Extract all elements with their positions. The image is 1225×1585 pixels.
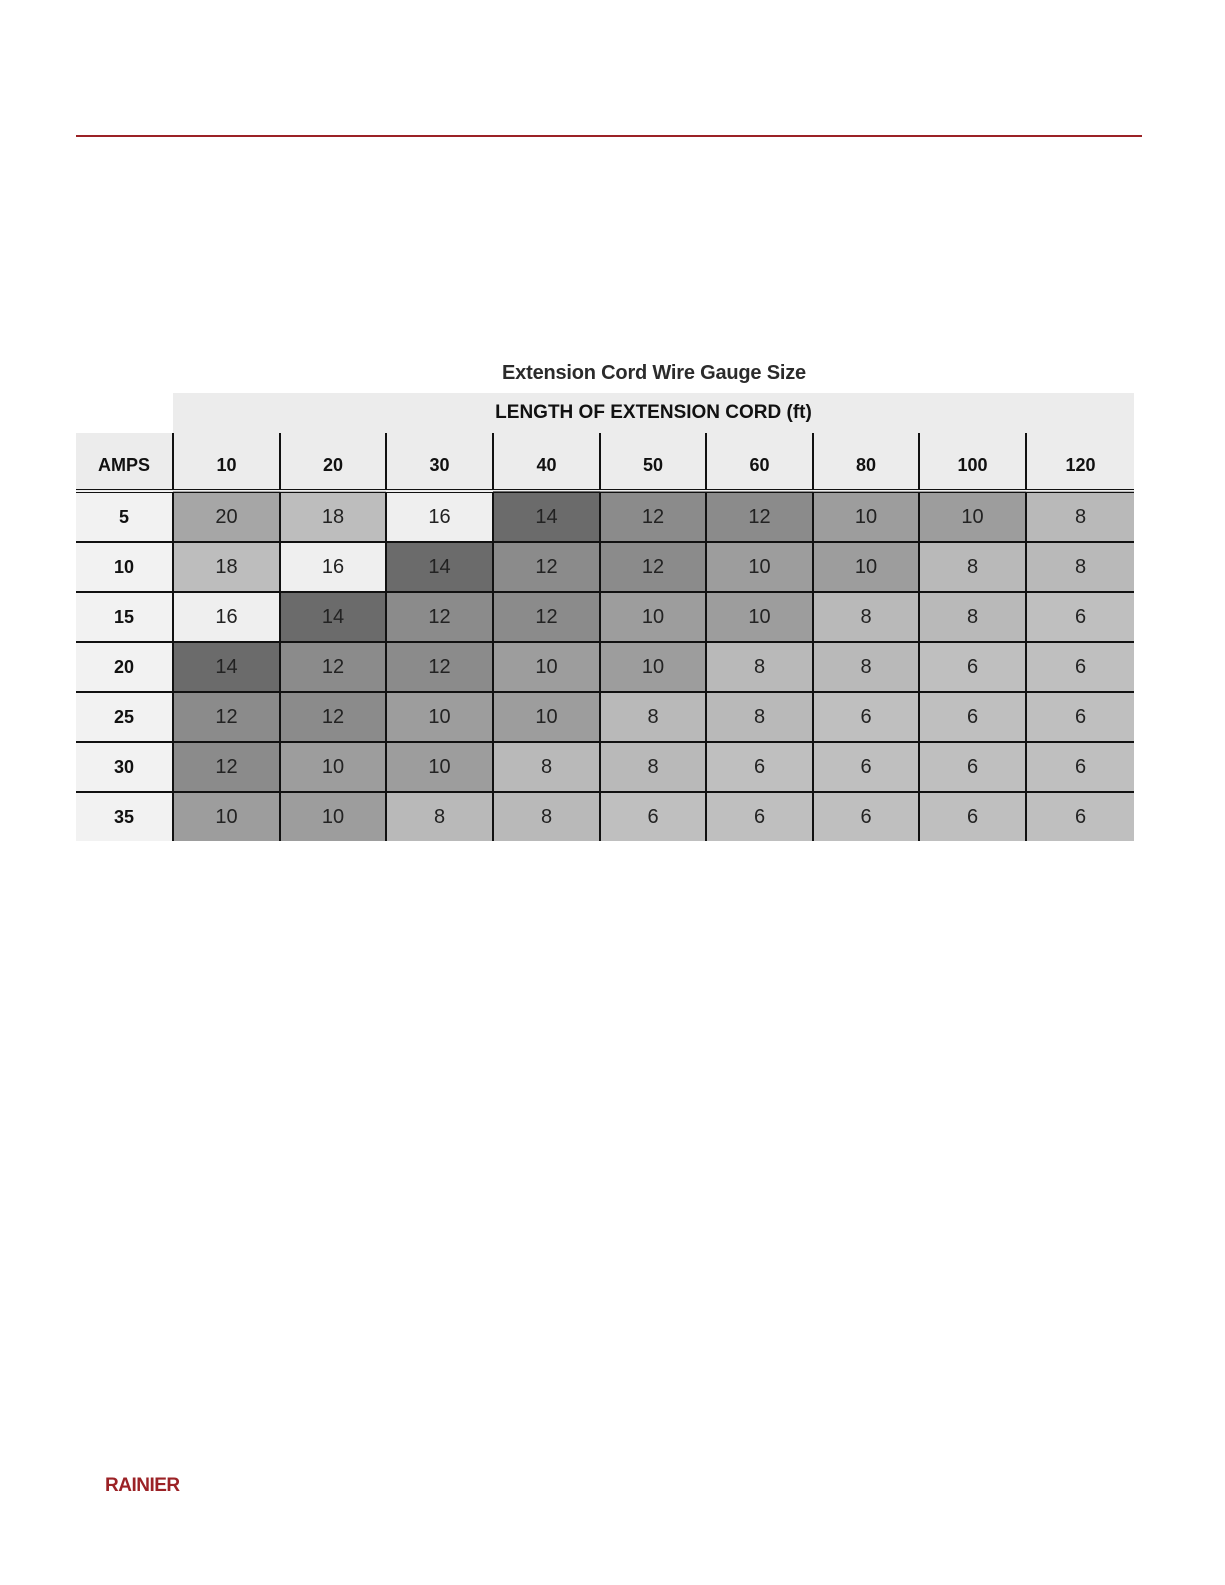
- gauge-cell: 6: [1026, 592, 1134, 642]
- gauge-cell: 8: [600, 742, 706, 792]
- gauge-cell: 6: [1026, 692, 1134, 742]
- gauge-cell: 8: [813, 592, 919, 642]
- gauge-cell: 6: [919, 692, 1026, 742]
- gauge-cell: 8: [1026, 542, 1134, 592]
- gauge-cell: 14: [173, 642, 280, 692]
- gauge-cell: 18: [173, 542, 280, 592]
- gauge-cell: 12: [706, 491, 813, 542]
- header-rule: [76, 135, 1142, 137]
- rainier-logo: RAINIER: [105, 1475, 180, 1496]
- gauge-cell: 10: [706, 592, 813, 642]
- gauge-cell: 6: [813, 792, 919, 841]
- gauge-cell: 8: [919, 592, 1026, 642]
- gauge-cell: 6: [813, 692, 919, 742]
- amps-cell: 15: [76, 592, 173, 642]
- gauge-cell: 16: [280, 542, 386, 592]
- gauge-cell: 10: [280, 742, 386, 792]
- table-row: [76, 692, 1134, 742]
- gauge-cell: 10: [600, 642, 706, 692]
- gauge-cell: 10: [813, 542, 919, 592]
- gauge-cell: 12: [386, 592, 493, 642]
- gauge-cell: 10: [706, 542, 813, 592]
- length-column-header: 30: [386, 433, 493, 491]
- gauge-cell: 10: [280, 792, 386, 841]
- gauge-cell: 6: [813, 742, 919, 792]
- gauge-cell: 8: [600, 692, 706, 742]
- gauge-cell: 6: [919, 792, 1026, 841]
- gauge-cell: 10: [386, 692, 493, 742]
- table-row: [76, 642, 1134, 692]
- amps-cell: 30: [76, 742, 173, 792]
- gauge-cell: 10: [493, 642, 600, 692]
- gauge-cell: 14: [386, 542, 493, 592]
- gauge-cell: 12: [600, 542, 706, 592]
- amps-cell: 5: [76, 491, 173, 542]
- gauge-cell: 6: [600, 792, 706, 841]
- gauge-cell: 12: [173, 692, 280, 742]
- gauge-cell: 6: [919, 642, 1026, 692]
- gauge-cell: 8: [493, 792, 600, 841]
- gauge-cell: 10: [493, 692, 600, 742]
- amps-cell: 20: [76, 642, 173, 692]
- amps-cell: 10: [76, 542, 173, 592]
- amps-header: AMPS: [76, 433, 173, 491]
- gauge-cell: 18: [280, 491, 386, 542]
- gauge-cell: 10: [386, 742, 493, 792]
- gauge-cell: 14: [493, 491, 600, 542]
- gauge-cell: 10: [173, 792, 280, 841]
- gauge-cell: 12: [600, 491, 706, 542]
- gauge-cell: 6: [706, 792, 813, 841]
- gauge-cell: 8: [706, 692, 813, 742]
- length-column-header: 80: [813, 433, 919, 491]
- gauge-cell: 10: [813, 491, 919, 542]
- table-row: [76, 542, 1134, 592]
- gauge-cell: 12: [493, 542, 600, 592]
- length-column-header: 100: [919, 433, 1026, 491]
- gauge-cell: 8: [386, 792, 493, 841]
- length-column-header: 10: [173, 433, 280, 491]
- gauge-cell: 10: [919, 491, 1026, 542]
- gauge-cell: 6: [1026, 742, 1134, 792]
- gauge-cell: 8: [919, 542, 1026, 592]
- gauge-cell: 12: [173, 742, 280, 792]
- length-column-header: 20: [280, 433, 386, 491]
- gauge-cell: 6: [1026, 792, 1134, 841]
- table-row: [76, 792, 1134, 841]
- gauge-cell: 12: [386, 642, 493, 692]
- gauge-cell: 8: [706, 642, 813, 692]
- table-row: [76, 592, 1134, 642]
- gauge-cell: 12: [280, 642, 386, 692]
- gauge-cell: 16: [173, 592, 280, 642]
- table-row: [76, 742, 1134, 792]
- length-column-header: 120: [1026, 433, 1134, 491]
- length-column-header: 60: [706, 433, 813, 491]
- gauge-cell: 8: [813, 642, 919, 692]
- table-row: [76, 491, 1134, 542]
- gauge-cell: 10: [600, 592, 706, 642]
- gauge-cell: 6: [919, 742, 1026, 792]
- gauge-cell: 20: [173, 491, 280, 542]
- corner-blank: [76, 393, 173, 433]
- length-column-header: 40: [493, 433, 600, 491]
- gauge-cell: 8: [1026, 491, 1134, 542]
- gauge-cell: 6: [1026, 642, 1134, 692]
- length-column-header: 50: [600, 433, 706, 491]
- amps-cell: 25: [76, 692, 173, 742]
- gauge-cell: 12: [493, 592, 600, 642]
- gauge-cell: 14: [280, 592, 386, 642]
- wire-gauge-table: [76, 393, 1134, 841]
- gauge-cell: 6: [706, 742, 813, 792]
- amps-cell: 35: [76, 792, 173, 841]
- gauge-cell: 12: [280, 692, 386, 742]
- table-title: Extension Cord Wire Gauge Size: [502, 362, 806, 384]
- length-header: LENGTH OF EXTENSION CORD (ft): [173, 393, 1134, 433]
- gauge-cell: 16: [386, 491, 493, 542]
- gauge-cell: 8: [493, 742, 600, 792]
